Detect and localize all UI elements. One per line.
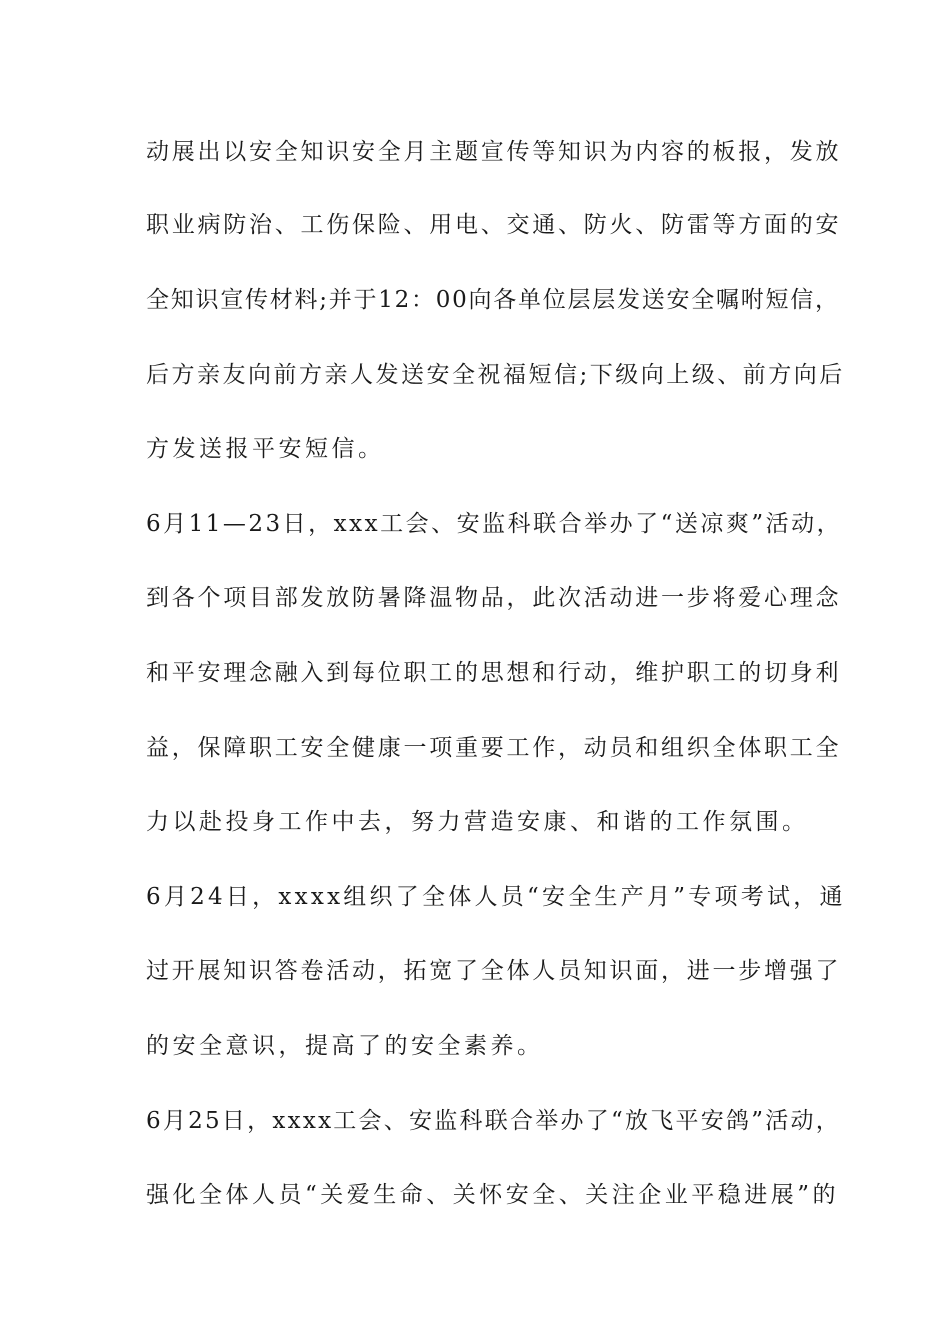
text-line: 6月25日，xxxx工会、安监科联合举办了“放飞平安鸽”活动， — [146, 1108, 842, 1134]
text-line: 强化全体人员“关爱生命、关怀安全、关注企业平稳进展”的 — [146, 1182, 840, 1208]
text-line: 益，保障职工安全健康一项重要工作，动员和组织全体职工全 — [146, 735, 842, 761]
text-line: 力以赴投身工作中去，努力营造安康、和谐的工作氛围。 — [146, 809, 809, 835]
text-line: 职业病防治、工伤保险、用电、交通、防火、防雷等方面的安 — [146, 212, 842, 238]
text-line: 方发送报平安短信。 — [146, 436, 385, 462]
text-line: 6月24日，xxxx组织了全体人员“安全生产月”专项考试，通 — [146, 884, 846, 910]
text-line: 6月11—23日，xxx工会、安监科联合举办了“送凉爽”活动， — [146, 511, 843, 537]
text-line: 和平安理念融入到每位职工的思想和行动，维护职工的切身利 — [146, 660, 842, 686]
text-line: 过开展知识答卷活动，拓宽了全体人员知识面，进一步增强了 — [146, 958, 842, 984]
text-line: 动展出以安全知识安全月主题宣传等知识为内容的板报，发放 — [146, 139, 842, 165]
text-line: 全知识宣传材料;并于12：00向各单位层层发送安全嘱咐短信， — [146, 287, 840, 313]
text-line: 到各个项目部发放防暑降温物品，此次活动进一步将爱心理念 — [146, 585, 842, 611]
text-line: 后方亲友向前方亲人发送安全祝福短信;下级向上级、前方向后 — [146, 362, 845, 388]
text-line: 的安全意识，提高了的安全素养。 — [146, 1033, 544, 1059]
